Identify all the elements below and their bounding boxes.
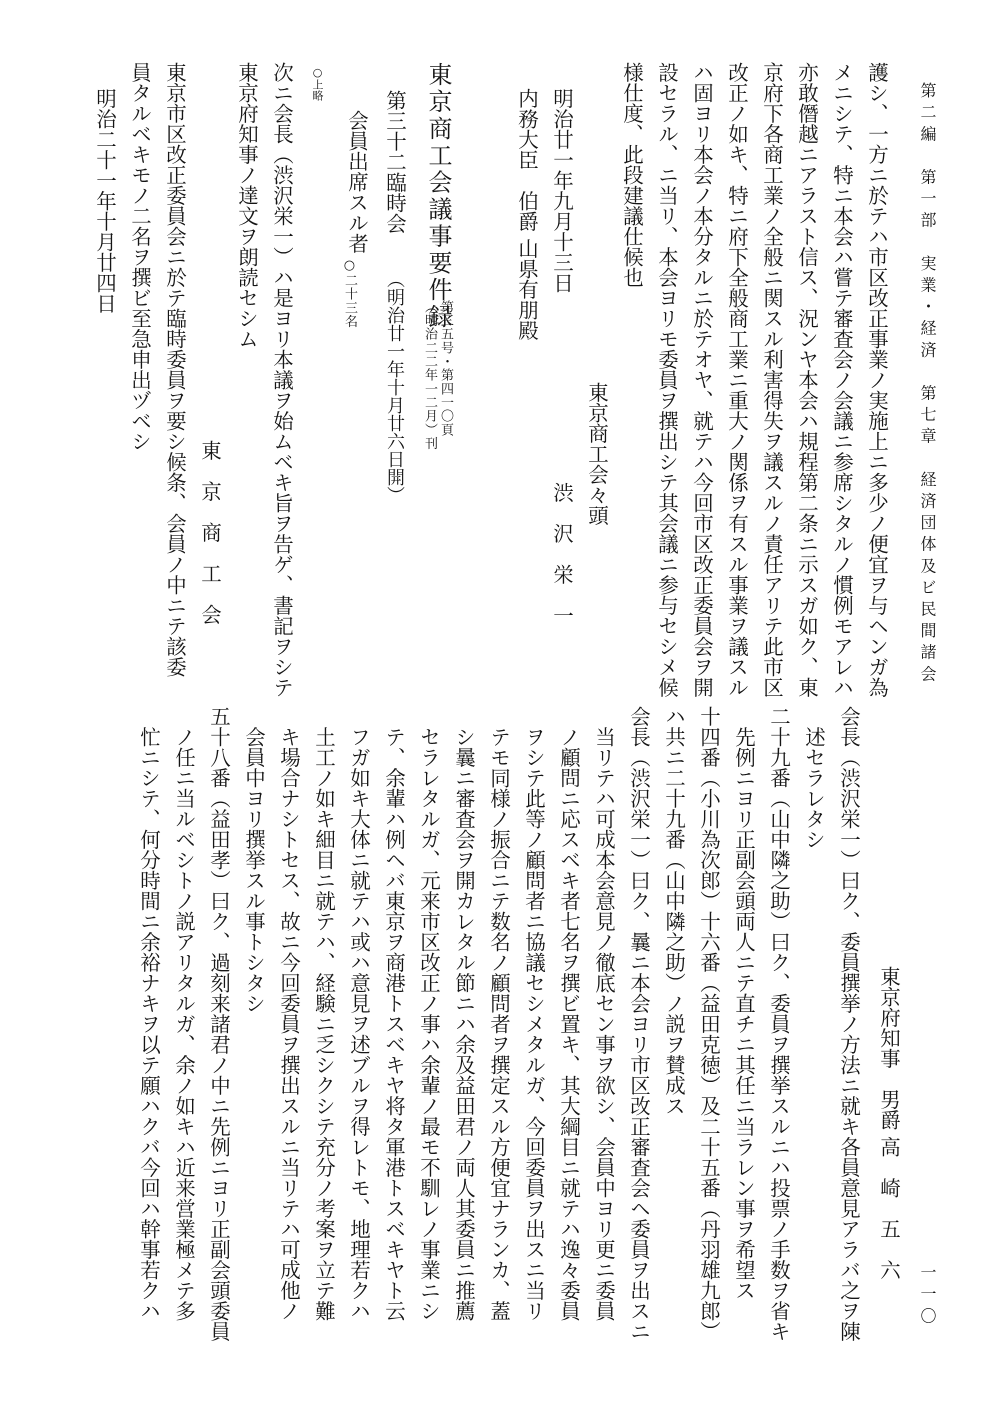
attendance-label: 会員出席スル者 — [344, 110, 369, 254]
sender-org: 東京商工会々頭 — [584, 382, 609, 526]
record-title: 東京商工会議事要件録 — [424, 62, 452, 331]
lower-body-line: ハ共ニ二十九番（山中隣之助）ノ説ヲ賛成ス — [661, 706, 686, 1116]
lower-body-line: ノ任ニ当ルベシトノ説アリタルガ、余ノ如キハ近来営業極メテ多 — [171, 706, 196, 1321]
lower-body-line: 二十九番（山中隣之助）曰ク、委員ヲ撰挙スルニハ投票ノ手数ヲ省キ — [766, 706, 791, 1342]
notice-date: 明治二十一年十月廿四日 — [92, 88, 117, 314]
upper-body-line: メニシテ、特ニ本会ハ嘗テ審査会ノ会議ニ参席シタルノ慣例モアレハ — [829, 62, 854, 698]
lower-body-line: ノ顧問ニ応スベキ者七名ヲ撰ビ置キ、其大綱目ニ就テハ逸々委員 — [556, 706, 581, 1321]
recipient: 内務大臣 伯爵 山県有朋殿 — [514, 88, 539, 341]
meeting-date: （明治廿一年十月廿六日開） — [384, 270, 405, 504]
running-header: 第二編 第一部 実業・経済 第七章 経済団体及ビ民間諸会 — [918, 82, 937, 687]
upper-body-line: 護シ、一方ニ於テハ市区改正事業ノ実施上ニ多少ノ便宜ヲ与ヘンガ為 — [864, 62, 889, 698]
chair-line: 次ニ会長（渋沢栄一）ハ是ヨリ本議ヲ始ムベキ旨ヲ告ゲ、書記ヲシテ — [269, 62, 294, 698]
lower-body-line: 会長（渋沢栄一）曰ク、曩ニ本会ヨリ市区改正審査会ヘ委員ヲ出スニ — [626, 706, 651, 1342]
lower-body-line: 五十八番（益田孝）曰ク、過刻来諸君ノ中ニ先例ニヨリ正副会頭委員 — [206, 706, 231, 1342]
reading-line: 東京府知事ノ達文ヲ朗読セシム — [234, 62, 259, 349]
upper-body-line: 設セラル、ニ当リ、本会ヨリモ委員ヲ撰出シテ其会議ニ参与セシメ候 — [654, 62, 679, 698]
lower-body-line: 述セラレタシ — [801, 706, 826, 850]
lower-body-line: テモ同様ノ振合ニテ数名ノ顧問者ヲ撰定スル方便宜ナランカ、蓋 — [486, 706, 511, 1321]
lower-body-line: セラレタルガ、元来市区改正ノ事ハ余輩ノ最モ不馴レノ事業ニシ — [416, 706, 441, 1321]
lower-body-line: 忙ニシテ、何分時間ニ余裕ナキヲ以テ願ハクバ今回ハ幹事若クハ — [136, 706, 161, 1321]
lower-body-line: ヲシテ此等ノ顧問者ニ協議セシメタルガ、今回委員ヲ出スニ当リ — [521, 706, 546, 1321]
lower-body-line: 十四番（小川為次郎）十六番（益田克徳）及二十五番（丹羽雄九郎） — [696, 706, 721, 1342]
lower-body-line: 土工ノ如キ細目ニ就テハ、経験ニ乏シクシテ充分ノ考案ヲ立テ難 — [311, 706, 336, 1321]
petition-date: 明治廿一年九月十三日 — [549, 88, 574, 293]
record-note-1: 第三五号・第四一〇頁 — [437, 300, 453, 437]
lower-body-line: テ、余輩ハ例ヘバ東京ヲ商港トスベキヤ将タ軍港トスベキヤト云 — [381, 706, 406, 1321]
lower-body-line: 当リテハ可成本会意見ノ徹底セン事ヲ欲シ、会員中ヨリ更ニ委員 — [591, 706, 616, 1321]
upper-body-line: ハ固ヨリ本会ノ本分タルニ於テオヤ、就テハ今回市区改正委員会ヲ開 — [689, 62, 714, 698]
omission-mark: ○上略 — [311, 66, 324, 101]
upper-body-line: 京府下各商工業ノ全般ニ関スル利害得失ヲ議スルノ責任アリテ此市区 — [759, 62, 784, 698]
upper-body-line: 様仕度、此段建議仕候也 — [619, 62, 644, 288]
lower-body-line: 先例ニヨリ正副会頭両人ニテ直チニ其任ニ当ラレン事ヲ希望ス — [731, 706, 756, 1301]
lower-body-line: 会長（渋沢栄一）曰ク、委員撰挙ノ方法ニ就キ各員意見アラバ之ヲ陳 — [836, 706, 861, 1342]
record-note-2: （明治二二年一二月）刊 — [421, 300, 437, 451]
upper-body-line: 改正ノ如キ、特ニ府下全般商工業ニ重大ノ関係ヲ有スル事業ヲ議スル — [724, 62, 749, 698]
lower-body-line: キ場合ナシトセス、故ニ今回委員ヲ撰出スルニ当リテハ可成他ノ — [276, 706, 301, 1321]
lower-body-line: シ曩ニ審査会ヲ開カレタル節ニハ余及益田君ノ両人其委員ニ推薦 — [451, 706, 476, 1321]
lower-body-line: フガ如キ大体ニ就テハ或ハ意見ヲ述ブルヲ得レトモ、地理若クハ — [346, 706, 371, 1321]
attendance-count: ○二十三名 — [341, 258, 357, 329]
sender-name: 渋 沢 栄 一 — [549, 482, 574, 626]
lower-body-line: 会員中ヨリ撰挙スル事トシタシ — [241, 706, 266, 1014]
notice-body-line: 東京市区改正委員会ニ於テ臨時委員ヲ要シ候条、会員ノ中ニテ該委 — [162, 62, 187, 677]
upper-body-line: 亦敢僭越ニアラスト信ス、況ンヤ本会ハ規程第二条ニ示スガ如ク、東 — [794, 62, 819, 698]
meeting-name: 第三十二臨時会 — [382, 90, 407, 234]
notice-body-line: 員タルベキモノ二名ヲ撰ビ至急申出ヅベシ — [127, 62, 152, 452]
governor-signature: 東京府知事 男爵 高 崎 五 六 — [876, 966, 901, 1281]
page-number: 一一〇 — [918, 1264, 937, 1329]
notice-org: 東 京 商 工 会 — [197, 440, 222, 625]
